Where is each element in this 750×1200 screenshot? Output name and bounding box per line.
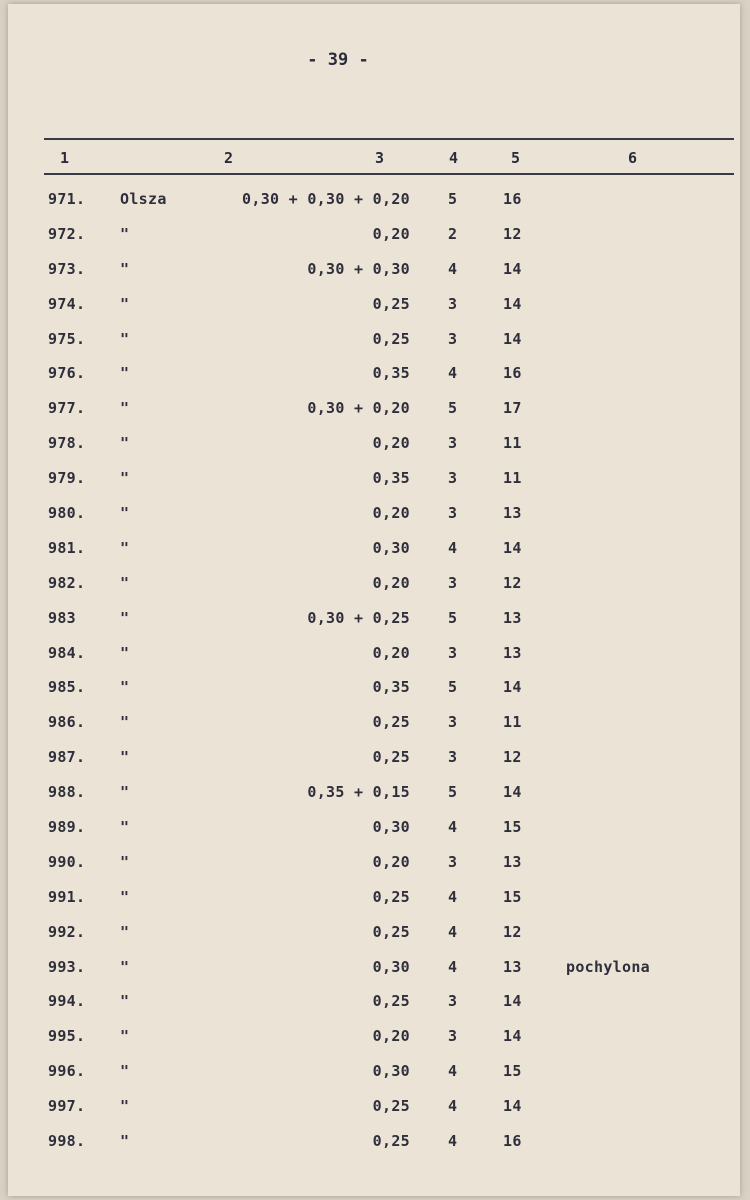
column-4-cell: 2 (448, 224, 458, 243)
column-5-cell: 13 (503, 608, 522, 627)
table-row (8, 364, 740, 399)
table-body (8, 190, 740, 1167)
species-cell: " (120, 259, 130, 278)
column-4-cell: 4 (448, 538, 458, 557)
species-cell: " (120, 748, 130, 767)
column-4-cell: 4 (448, 1097, 458, 1116)
diameter-cell: 0,20 (372, 643, 410, 662)
column-5-cell: 14 (503, 783, 522, 802)
table-row (8, 260, 740, 295)
column-4-cell: 3 (448, 434, 458, 453)
column-header-4: 4 (449, 149, 459, 167)
row-number: 997. (48, 1097, 86, 1116)
diameter-cell: 0,25 (372, 294, 410, 313)
column-5-cell: 16 (503, 364, 522, 383)
column-4-cell: 4 (448, 259, 458, 278)
row-number: 987. (48, 748, 86, 767)
row-number: 972. (48, 224, 86, 243)
table-row (8, 574, 740, 609)
column-4-cell: 5 (448, 608, 458, 627)
column-4-cell: 5 (448, 190, 458, 208)
row-number: 996. (48, 1062, 86, 1081)
column-5-cell: 14 (503, 259, 522, 278)
column-5-cell: 14 (503, 1097, 522, 1116)
diameter-cell: 0,25 (372, 992, 410, 1011)
species-cell: " (120, 434, 130, 453)
row-number: 978. (48, 434, 86, 453)
diameter-cell: 0,25 (372, 1097, 410, 1116)
species-cell: " (120, 329, 130, 348)
table-row (8, 190, 740, 225)
species-cell: " (120, 643, 130, 662)
row-number: 983 (48, 608, 76, 627)
species-cell: " (120, 538, 130, 557)
table-row (8, 434, 740, 469)
species-cell: " (120, 364, 130, 383)
column-5-cell: 15 (503, 887, 522, 906)
column-5-cell: 15 (503, 818, 522, 837)
column-4-cell: 3 (448, 504, 458, 523)
species-cell: " (120, 469, 130, 488)
diameter-cell: 0,20 (372, 224, 410, 243)
column-5-cell: 15 (503, 1062, 522, 1081)
row-number: 979. (48, 469, 86, 488)
column-4-cell: 4 (448, 364, 458, 383)
species-cell: " (120, 294, 130, 313)
column-4-cell: 4 (448, 922, 458, 941)
column-5-cell: 12 (503, 748, 522, 767)
species-cell: " (120, 1097, 130, 1116)
diameter-cell: 0,30 + 0,30 + 0,20 (242, 190, 410, 208)
column-5-cell: 12 (503, 573, 522, 592)
row-number: 990. (48, 852, 86, 871)
column-4-cell: 3 (448, 992, 458, 1011)
column-header-3: 3 (375, 149, 385, 167)
row-number: 985. (48, 678, 86, 697)
diameter-cell: 0,25 (372, 922, 410, 941)
row-number: 977. (48, 399, 86, 418)
row-number: 973. (48, 259, 86, 278)
row-number: 988. (48, 783, 86, 802)
column-4-cell: 4 (448, 818, 458, 837)
diameter-cell: 0,30 (372, 538, 410, 557)
column-5-cell: 13 (503, 643, 522, 662)
row-number: 992. (48, 922, 86, 941)
species-cell: " (120, 1132, 130, 1151)
column-5-cell: 13 (503, 852, 522, 871)
species-cell: " (120, 852, 130, 871)
column-5-cell: 14 (503, 678, 522, 697)
row-number: 980. (48, 504, 86, 523)
row-number: 974. (48, 294, 86, 313)
diameter-cell: 0,30 + 0,30 (307, 259, 410, 278)
row-number: 976. (48, 364, 86, 383)
diameter-cell: 0,25 (372, 748, 410, 767)
column-header-2: 2 (224, 149, 234, 167)
species-cell: " (120, 504, 130, 523)
column-5-cell: 17 (503, 399, 522, 418)
species-cell: " (120, 1062, 130, 1081)
species-cell: " (120, 573, 130, 592)
column-header-5: 5 (511, 149, 521, 167)
column-5-cell: 11 (503, 713, 522, 732)
column-5-cell: 16 (503, 190, 522, 208)
diameter-cell: 0,20 (372, 852, 410, 871)
diameter-cell: 0,35 (372, 678, 410, 697)
remark-cell: pochylona (566, 957, 650, 976)
table-row (8, 713, 740, 748)
table-row (8, 504, 740, 539)
row-number: 984. (48, 643, 86, 662)
species-cell: Olsza (120, 190, 167, 208)
species-cell: " (120, 1027, 130, 1046)
diameter-cell: 0,35 + 0,15 (307, 783, 410, 802)
column-4-cell: 3 (448, 713, 458, 732)
species-cell: " (120, 399, 130, 418)
row-number: 995. (48, 1027, 86, 1046)
table-row (8, 1027, 740, 1062)
column-4-cell: 3 (448, 573, 458, 592)
column-5-cell: 11 (503, 469, 522, 488)
table-row (8, 295, 740, 330)
species-cell: " (120, 922, 130, 941)
table-row (8, 888, 740, 923)
row-number: 994. (48, 992, 86, 1011)
column-4-cell: 3 (448, 852, 458, 871)
column-5-cell: 13 (503, 957, 522, 976)
table-row (8, 748, 740, 783)
diameter-cell: 0,30 (372, 1062, 410, 1081)
diameter-cell: 0,30 (372, 818, 410, 837)
table-row (8, 923, 740, 958)
column-5-cell: 14 (503, 538, 522, 557)
table-row (8, 1062, 740, 1097)
row-number: 971. (48, 190, 86, 208)
column-5-cell: 16 (503, 1132, 522, 1151)
row-number: 986. (48, 713, 86, 732)
diameter-cell: 0,25 (372, 329, 410, 348)
row-number: 998. (48, 1132, 86, 1151)
column-5-cell: 14 (503, 294, 522, 313)
column-5-cell: 13 (503, 504, 522, 523)
table-row (8, 469, 740, 504)
table-row (8, 1097, 740, 1132)
diameter-cell: 0,20 (372, 573, 410, 592)
table-row (8, 330, 740, 365)
column-5-cell: 11 (503, 434, 522, 453)
column-4-cell: 4 (448, 1132, 458, 1151)
table-row (8, 644, 740, 679)
column-5-cell: 14 (503, 992, 522, 1011)
column-4-cell: 3 (448, 1027, 458, 1046)
row-number: 981. (48, 538, 86, 557)
table-row (8, 539, 740, 574)
column-header-6: 6 (628, 149, 638, 167)
column-4-cell: 3 (448, 748, 458, 767)
table-row (8, 853, 740, 888)
row-number: 991. (48, 887, 86, 906)
row-number: 993. (48, 957, 86, 976)
row-number: 989. (48, 818, 86, 837)
column-4-cell: 3 (448, 294, 458, 313)
column-4-cell: 4 (448, 957, 458, 976)
table-top-rule (44, 138, 734, 140)
column-5-cell: 14 (503, 1027, 522, 1046)
diameter-cell: 0,25 (372, 1132, 410, 1151)
diameter-cell: 0,25 (372, 713, 410, 732)
table-row (8, 609, 740, 644)
diameter-cell: 0,30 (372, 957, 410, 976)
table-header-rule (44, 173, 734, 175)
species-cell: " (120, 992, 130, 1011)
species-cell: " (120, 783, 130, 802)
column-5-cell: 12 (503, 922, 522, 941)
column-4-cell: 4 (448, 887, 458, 906)
column-4-cell: 4 (448, 1062, 458, 1081)
diameter-cell: 0,30 + 0,25 (307, 608, 410, 627)
column-4-cell: 5 (448, 783, 458, 802)
row-number: 975. (48, 329, 86, 348)
diameter-cell: 0,25 (372, 887, 410, 906)
diameter-cell: 0,20 (372, 1027, 410, 1046)
diameter-cell: 0,35 (372, 364, 410, 383)
species-cell: " (120, 713, 130, 732)
column-5-cell: 14 (503, 329, 522, 348)
table-row (8, 958, 740, 993)
row-number: 982. (48, 573, 86, 592)
table-row (8, 1132, 740, 1167)
table-row (8, 783, 740, 818)
column-4-cell: 3 (448, 643, 458, 662)
species-cell: " (120, 887, 130, 906)
species-cell: " (120, 818, 130, 837)
table-row (8, 678, 740, 713)
table-row (8, 399, 740, 434)
table-row (8, 818, 740, 853)
diameter-cell: 0,35 (372, 469, 410, 488)
column-4-cell: 3 (448, 329, 458, 348)
table-row (8, 225, 740, 260)
document-page (8, 4, 740, 1196)
diameter-cell: 0,30 + 0,20 (307, 399, 410, 418)
diameter-cell: 0,20 (372, 434, 410, 453)
column-4-cell: 3 (448, 469, 458, 488)
species-cell: " (120, 678, 130, 697)
species-cell: " (120, 608, 130, 627)
species-cell: " (120, 957, 130, 976)
column-header-1: 1 (60, 149, 70, 167)
column-4-cell: 5 (448, 678, 458, 697)
table-row (8, 992, 740, 1027)
species-cell: " (120, 224, 130, 243)
column-5-cell: 12 (503, 224, 522, 243)
page-number: - 39 - (307, 50, 369, 70)
diameter-cell: 0,20 (372, 504, 410, 523)
column-4-cell: 5 (448, 399, 458, 418)
